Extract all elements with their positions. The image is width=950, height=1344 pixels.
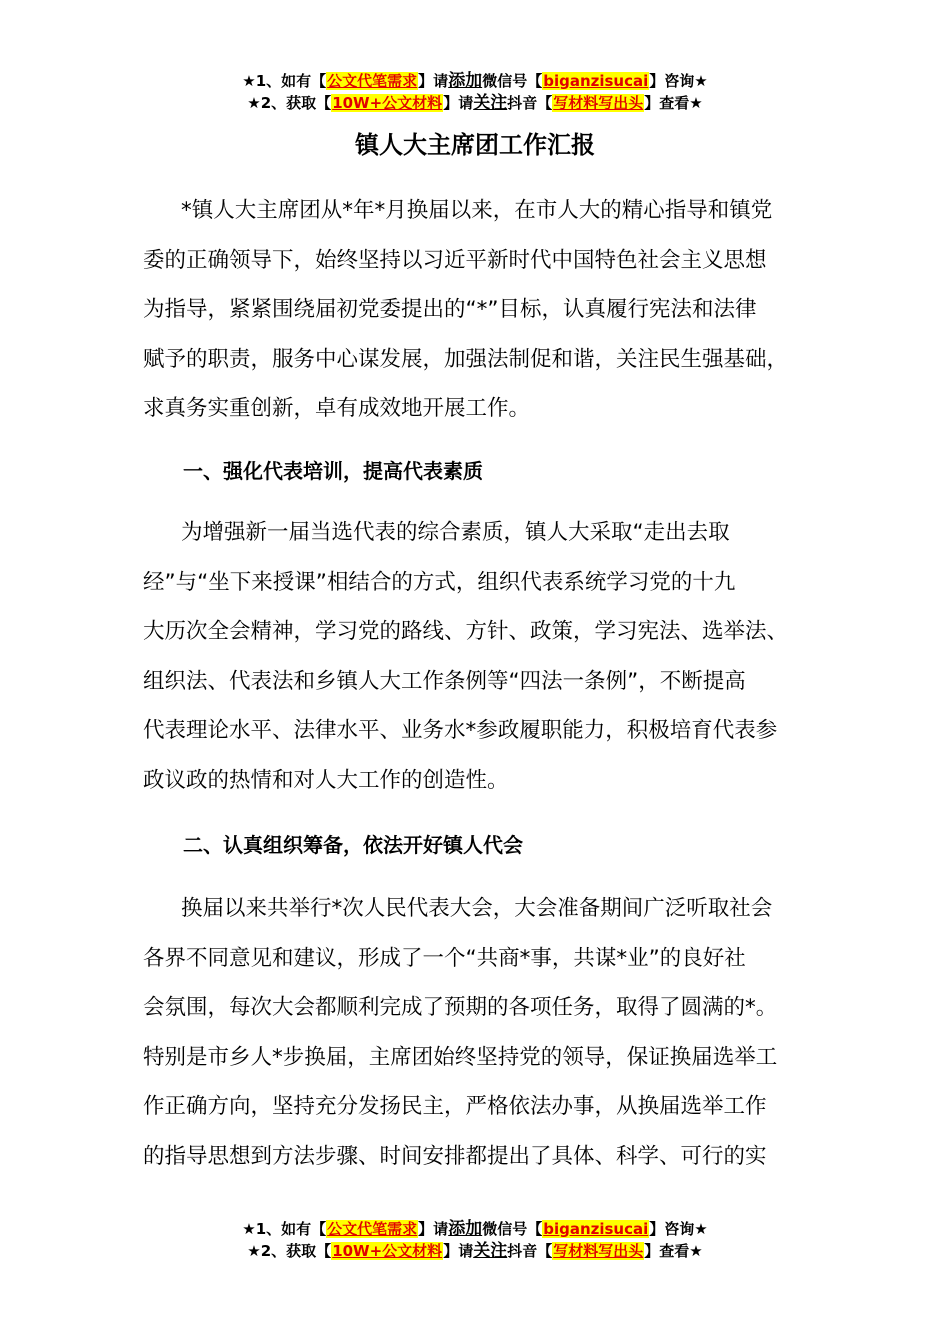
banner-text: 】请	[443, 94, 474, 112]
bottom-banner	[0, 1218, 950, 1262]
text-line: 委的正确领导下，始终坚持以习近平新时代中国特色社会主义思想	[143, 247, 767, 273]
banner-text: 】咨询★	[649, 72, 708, 90]
banner-text: ★1、如有【	[242, 1220, 327, 1238]
banner-text: 】请	[443, 1242, 474, 1260]
banner-emphasis: 添加	[448, 71, 483, 91]
banner-emphasis: 关注	[473, 1241, 508, 1261]
banner-highlight: 10W+公文材料	[332, 94, 443, 112]
document-title: 镇人大主席团工作汇报	[355, 131, 595, 159]
banner-line-1	[0, 70, 950, 92]
text-line: 组织法、代表法和乡镇人大工作条例等“四法一条例”，不断提高	[143, 668, 746, 694]
text-line: 代表理论水平、法律水平、业务水*参政履职能力，积极培育代表参	[143, 718, 778, 743]
banner-emphasis: 添加	[448, 1219, 483, 1239]
banner-highlight: 写材料写出头	[553, 94, 644, 112]
banner-text: 抖音【	[507, 1242, 553, 1260]
banner-text: ★1、如有【	[242, 72, 327, 90]
text-line: 特别是市乡人*步换届，主席团始终坚持党的领导，保证换届选举工	[143, 1044, 778, 1070]
banner-text: 】咨询★	[649, 1220, 708, 1238]
banner-highlight: biganzisucai	[543, 72, 649, 90]
banner-text: 抖音【	[507, 94, 553, 112]
banner-text: 】请	[418, 1220, 449, 1238]
banner-text: 】请	[418, 72, 449, 90]
section-heading-2: 二、认真组织筹备，依法开好镇人代会	[183, 833, 523, 857]
section-2-paragraph	[143, 884, 808, 1181]
banner-highlight: biganzisucai	[543, 1220, 649, 1238]
text-line: 大历次全会精神，学习党的路线、方针、政策，学习宪法、选举法、	[143, 619, 789, 644]
intro-paragraph	[143, 186, 808, 434]
banner-line-1	[0, 1218, 950, 1240]
banner-line-2	[0, 92, 950, 114]
text-line: 经”与“坐下来授课”相结合的方式，组织代表系统学习党的十九	[143, 569, 736, 595]
banner-highlight: 写材料写出头	[553, 1242, 644, 1260]
banner-highlight: 公文代笔需求	[327, 1220, 418, 1238]
banner-text: 】查看★	[644, 1242, 703, 1260]
text-line: 求真务实重创新，卓有成效地开展工作。	[143, 396, 531, 421]
banner-text: 微信号【	[482, 72, 543, 90]
banner-highlight: 公文代笔需求	[327, 72, 418, 90]
section-1-paragraph	[143, 508, 808, 805]
text-line: 各界不同意见和建议，形成了一个“共商*事，共谋*业”的良好社	[143, 945, 746, 971]
text-line: *镇人大主席团从*年*月换届以来，在市人大的精心指导和镇党	[181, 198, 773, 223]
text-line: 换届以来共举行*次人民代表大会，大会准备期间广泛听取社会	[181, 896, 773, 921]
text-line: 会氛围，每次大会都顺利完成了预期的各项任务，取得了圆满的*。	[143, 995, 778, 1020]
text-line: 为增强新一届当选代表的综合素质，镇人大采取“走出去取	[181, 520, 730, 545]
text-line: 赋予的职责，服务中心谋发展，加强法制促和谐，关注民生强基础，	[143, 346, 789, 372]
banner-text: 微信号【	[482, 1220, 543, 1238]
text-line: 作正确方向，坚持充分发扬民主，严格依法办事，从换届选举工作	[143, 1094, 767, 1119]
top-banner	[0, 70, 950, 114]
banner-text: ★2、获取【	[247, 94, 332, 112]
banner-line-2	[0, 1240, 950, 1262]
text-line: 的指导思想到方法步骤、时间安排都提出了具体、科学、可行的实	[143, 1143, 767, 1169]
text-line: 为指导，紧紧围绕届初党委提出的“*”目标，认真履行宪法和法律	[143, 297, 757, 322]
banner-text: 】查看★	[644, 94, 703, 112]
banner-highlight: 10W+公文材料	[332, 1242, 443, 1260]
banner-emphasis: 关注	[473, 93, 508, 113]
section-heading-1: 一、强化代表培训，提高代表素质	[183, 459, 483, 483]
banner-text: ★2、获取【	[247, 1242, 332, 1260]
text-line: 政议政的热情和对人大工作的创造性。	[143, 767, 509, 793]
